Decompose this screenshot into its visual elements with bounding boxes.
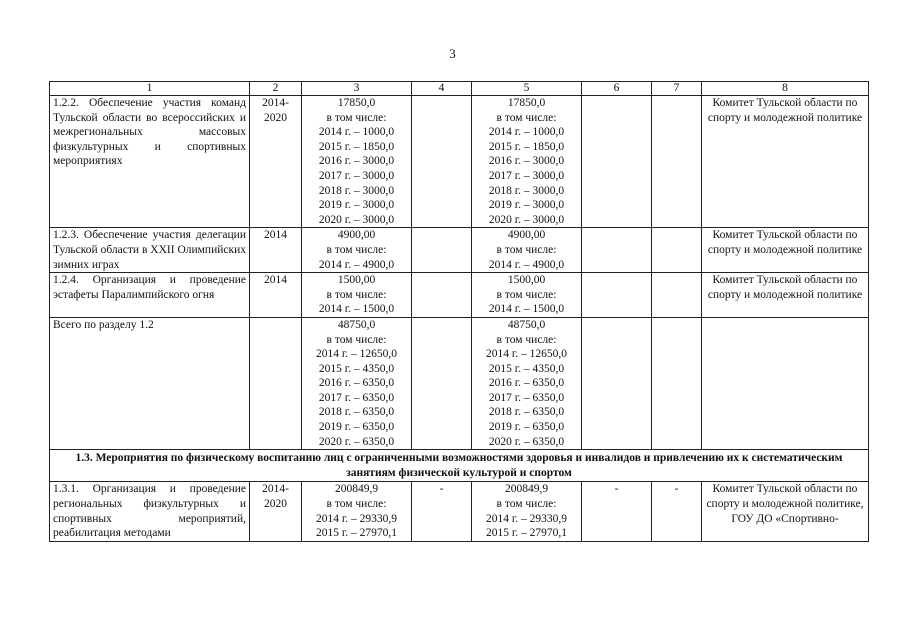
executor-cell: Комитет Тульской области по спорту и молодежной политике	[702, 228, 869, 273]
funding-line: 48750,0	[507, 318, 546, 331]
funding-line: 2015 г. – 27970,1	[315, 527, 398, 540]
funding-line: 2016 г. – 3000,0	[488, 155, 565, 168]
funding-line: в том числе:	[496, 498, 557, 511]
funding-line: в том числе:	[496, 243, 557, 256]
funding-line: 2016 г. – 6350,0	[318, 377, 395, 390]
funding-line: 2014 г. – 12650,0	[315, 348, 398, 361]
activity-name-cell: 1.2.4. Организация и проведение эстафеты Паралимпийского огня	[50, 273, 250, 318]
other-funding-cell	[652, 317, 702, 449]
executor-cell: Комитет Тульской области по спорту и молодежной политике	[702, 96, 869, 228]
funding-line: 2019 г. – 3000,0	[488, 199, 565, 212]
column-number-header	[50, 82, 869, 96]
section-header-row	[50, 450, 869, 482]
table-row-total	[50, 317, 869, 449]
activity-name-cell: 1.2.2. Обеспечение участия команд Тульской области во всероссийских и межрегиональных массовых физкультурных и спортивных мероприятиях	[50, 96, 250, 228]
funding-total-cell	[302, 482, 412, 541]
municipal-funding-cell	[582, 317, 652, 449]
funding-line: 4900,00	[337, 229, 376, 242]
funding-line: в том числе:	[326, 111, 387, 124]
table-row	[50, 96, 869, 228]
funding-line: 48750,0	[337, 318, 376, 331]
period-cell: 2014	[250, 228, 302, 273]
funding-line: в том числе:	[496, 111, 557, 124]
funding-line: 2016 г. – 6350,0	[488, 377, 565, 390]
section-title: 1.3. Мероприятия по физическому воспитанию лиц с ограниченными возможностями здоровья и инвалидов и привлечению их к систематическим занятиям физической культурой и спортом	[50, 450, 869, 482]
funding-line: 2015 г. – 4350,0	[488, 362, 565, 375]
funding-line: 2014 г. – 1500,0	[488, 303, 565, 316]
funding-line: 2014 г. – 1000,0	[318, 126, 395, 139]
funding-line: 2018 г. – 6350,0	[318, 406, 395, 419]
header-cell: 2	[250, 82, 302, 96]
period-cell: 2014-2020	[250, 96, 302, 228]
funding-line: 200849,9	[334, 483, 379, 496]
header-cell: 1	[50, 82, 250, 96]
funding-line: 2014 г. – 1500,0	[318, 303, 395, 316]
funding-line: 2018 г. – 3000,0	[488, 184, 565, 197]
funding-line: 2016 г. – 3000,0	[318, 155, 395, 168]
funding-line: 2018 г. – 3000,0	[318, 184, 395, 197]
regional-funding-cell	[472, 228, 582, 273]
funding-total-cell	[302, 96, 412, 228]
municipal-funding-cell: -	[582, 482, 652, 541]
funding-line: 2018 г. – 6350,0	[488, 406, 565, 419]
funding-line: в том числе:	[496, 333, 557, 346]
header-cell: 4	[412, 82, 472, 96]
funding-line: 17850,0	[337, 97, 376, 109]
period-cell: 2014-2020	[250, 482, 302, 541]
other-funding-cell	[652, 273, 702, 318]
funding-line: 2017 г. – 3000,0	[488, 169, 565, 182]
funding-line: в том числе:	[326, 333, 387, 346]
funding-line: 17850,0	[507, 97, 546, 109]
period-cell: 2014	[250, 273, 302, 318]
executor-cell	[702, 317, 869, 449]
program-table	[49, 81, 869, 542]
funding-line: 2017 г. – 3000,0	[318, 169, 395, 182]
regional-funding-cell	[472, 317, 582, 449]
total-label-cell: Всего по разделу 1.2	[50, 317, 250, 449]
other-funding-cell	[652, 228, 702, 273]
page-number: 3	[449, 46, 456, 61]
funding-line: в том числе:	[326, 498, 387, 511]
municipal-funding-cell	[582, 228, 652, 273]
executor-cell: Комитет Тульской области по спорту и молодежной политике, ГОУ ДО «Спортивно-	[702, 482, 869, 541]
funding-line: в том числе:	[326, 288, 387, 301]
funding-line: 200849,9	[504, 483, 549, 496]
funding-line: 2015 г. – 27970,1	[485, 527, 568, 540]
table-row	[50, 228, 869, 273]
regional-funding-cell	[472, 273, 582, 318]
funding-line: 2020 г. – 6350,0	[318, 435, 395, 448]
funding-line: 1500,00	[507, 274, 546, 287]
federal-funding-cell	[412, 96, 472, 228]
header-cell: 3	[302, 82, 412, 96]
funding-total-cell	[302, 228, 412, 273]
funding-line: 2015 г. – 1850,0	[318, 140, 395, 153]
other-funding-cell	[652, 96, 702, 228]
funding-line: 2017 г. – 6350,0	[488, 391, 565, 404]
activity-name-cell: 1.2.3. Обеспечение участия делегации Тульской области в XXII Олимпийских зимних играх	[50, 228, 250, 273]
funding-line: 4900,00	[507, 229, 546, 242]
regional-funding-cell	[472, 96, 582, 228]
funding-line: 2014 г. – 29330,9	[485, 512, 568, 525]
funding-line: 2019 г. – 3000,0	[318, 199, 395, 212]
funding-line: 2014 г. – 1000,0	[488, 126, 565, 139]
funding-line: 2019 г. – 6350,0	[318, 421, 395, 434]
table-row	[50, 273, 869, 318]
funding-total-cell	[302, 273, 412, 318]
header-cell: 7	[652, 82, 702, 96]
municipal-funding-cell	[582, 273, 652, 318]
federal-funding-cell	[412, 273, 472, 318]
federal-funding-cell: -	[412, 482, 472, 541]
funding-line: 2019 г. – 6350,0	[488, 421, 565, 434]
header-cell: 5	[472, 82, 582, 96]
funding-total-cell	[302, 317, 412, 449]
federal-funding-cell	[412, 317, 472, 449]
executor-cell: Комитет Тульской области по спорту и молодежной политике	[702, 273, 869, 318]
funding-line: 2014 г. – 4900,0	[488, 258, 565, 271]
funding-line: 2014 г. – 12650,0	[485, 348, 568, 361]
funding-line: в том числе:	[496, 288, 557, 301]
header-cell: 6	[582, 82, 652, 96]
regional-funding-cell	[472, 482, 582, 541]
municipal-funding-cell	[582, 96, 652, 228]
funding-line: в том числе:	[326, 243, 387, 256]
funding-line: 2017 г. – 6350,0	[318, 391, 395, 404]
other-funding-cell: -	[652, 482, 702, 541]
funding-line: 1500,00	[337, 274, 376, 287]
activity-name-cell: 1.3.1. Организация и проведение региональных физкультурных и спортивных мероприятий, реабилитация методами	[50, 482, 250, 541]
period-cell	[250, 317, 302, 449]
funding-line: 2020 г. – 3000,0	[488, 213, 565, 226]
header-cell: 8	[702, 82, 869, 96]
funding-line: 2020 г. – 3000,0	[318, 213, 395, 226]
funding-line: 2015 г. – 1850,0	[488, 140, 565, 153]
funding-line: 2014 г. – 4900,0	[318, 258, 395, 271]
funding-line: 2015 г. – 4350,0	[318, 362, 395, 375]
table-row	[50, 482, 869, 541]
funding-line: 2020 г. – 6350,0	[488, 435, 565, 448]
federal-funding-cell	[412, 228, 472, 273]
funding-line: 2014 г. – 29330,9	[315, 512, 398, 525]
